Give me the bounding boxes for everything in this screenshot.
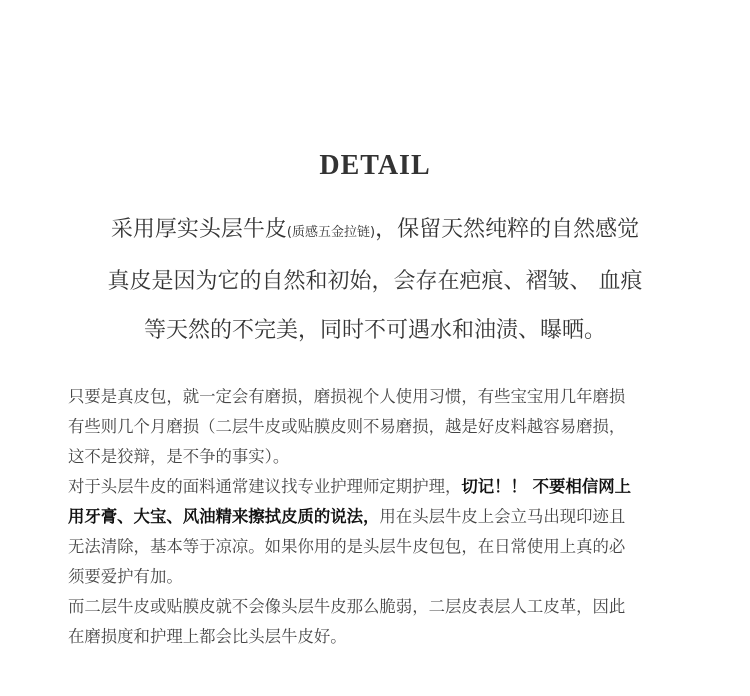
intro-line-2: 真皮是因为它的自然和初始，会存在疤痕、褶皱、 血痕 [107,269,643,294]
paragraph-2-line-1-text: 对于头层牛皮的面料通常建议找专业护理师定期护理， [68,477,462,496]
paragraph-1-line-1: 只要是真皮包，就一定会有磨损，磨损视个人使用习惯，有些宝宝用几年磨损 [68,387,626,406]
paragraph-2-line-1 [68,472,688,502]
intro-line-1-main: 采用厚实头层牛皮 [110,217,287,242]
paragraph-1-line-3: 这不是狡辩，是不争的事实）。 [68,447,290,466]
intro-line-1 [0,205,750,257]
paragraph-1-line-2: 有些则几个月磨损（二层牛皮或贴膜皮则不易磨损，越是好皮料越容易磨损， [68,417,626,436]
paragraph-2-line-2 [68,502,688,532]
warning-text-2: 用牙膏、大宝、风油精来擦拭皮质的说法， [68,507,380,526]
paragraph-3-line-2: 在磨损度和护理上都会比头层牛皮好。 [68,627,347,646]
intro-line-1-note: (质感五金拉链) [286,225,376,240]
paragraph-2-line-4: 须要爱护有加。 [68,567,183,586]
paragraph-2-line-3: 无法清除，基本等于凉凉。如果你用的是头层牛皮包包，在日常使用上真的必 [68,537,626,556]
intro-line-3: 等天然的不完美，同时不可遇水和油渍、曝晒。 [143,318,606,343]
warning-text-1: 切记！！ 不要相信网上 [461,477,631,496]
intro-line-1-rest: ，保留天然纯粹的自然感觉 [375,217,640,242]
paragraph-3-line-1: 而二层牛皮或贴膜皮就不会像头层牛皮那么脆弱，二层皮表层人工皮革，因此 [68,597,626,616]
intro-block [0,205,750,355]
care-notes [68,382,688,652]
page-title: DETAIL [319,150,431,181]
paragraph-2-line-2-text: 用在头层牛皮上会立马出现印迹且 [379,507,626,526]
